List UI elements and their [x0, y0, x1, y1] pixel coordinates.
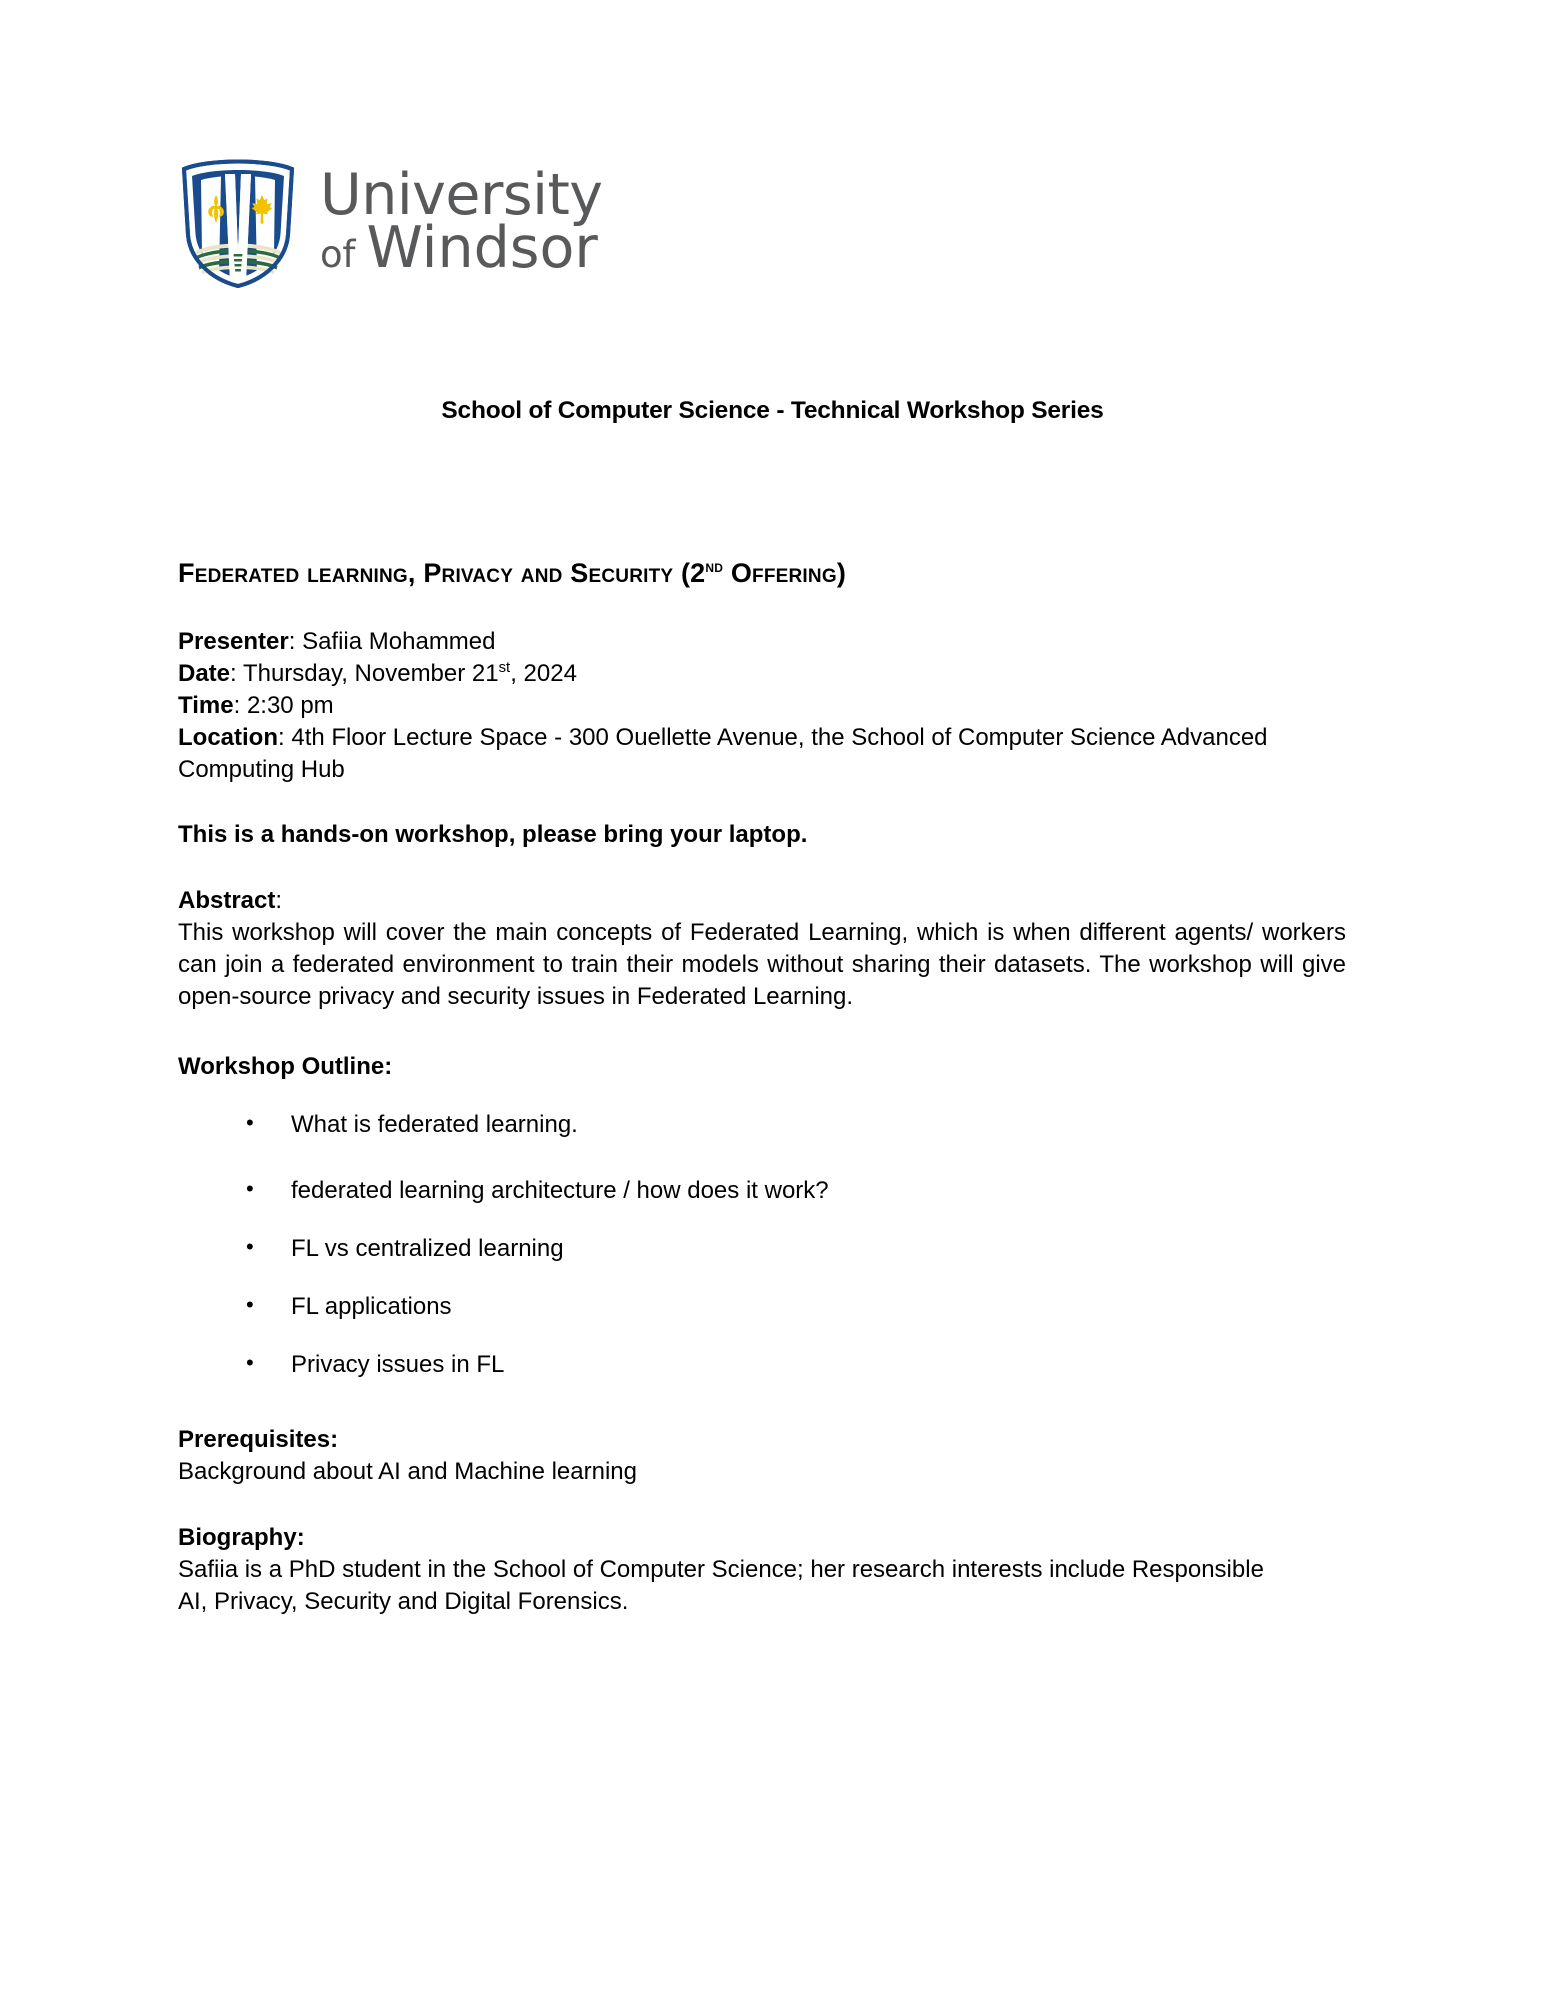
abstract-body: This workshop will cover the main concepts of Federated Learning, which is when different agents/ workers can join a federated environment to train their models without sharing their datasets. The workshop will give open-source privacy and security issues in Federated Learning. — [178, 919, 1346, 1011]
list-item-label: Privacy issues in FL — [291, 1350, 505, 1378]
page-title — [178, 556, 1358, 592]
detail-presenter — [178, 626, 1358, 658]
detail-location — [178, 722, 1358, 786]
workshop-series-header: School of Computer Science - Technical Workshop Series — [441, 397, 1104, 424]
abstract-heading-colon: : — [275, 887, 283, 915]
list-item — [178, 1109, 1358, 1141]
presenter-label: Presenter — [178, 627, 289, 655]
wordmark-line-windsor — [320, 214, 603, 281]
location-label: Location — [178, 723, 278, 751]
date-sep: : — [230, 659, 243, 687]
abstract-heading — [178, 885, 1358, 917]
university-logo — [178, 155, 603, 288]
list-item-label: FL applications — [291, 1292, 452, 1320]
list-item-label: What is federated learning. — [291, 1110, 578, 1138]
date-ordinal: st — [498, 659, 511, 676]
wordmark-windsor: Windsor — [366, 214, 598, 281]
event-details — [178, 626, 1358, 786]
list-item — [178, 1233, 1358, 1265]
workshop-outline-list — [178, 1109, 1358, 1381]
abstract-heading-text: Abstract — [178, 887, 276, 915]
prerequisites-body: Background about AI and Machine learning — [178, 1458, 637, 1486]
date-label: Date — [178, 659, 231, 687]
title-ordinal: nd — [705, 557, 724, 576]
outline-heading-text: Workshop Outline — [178, 1052, 385, 1080]
bullet-icon: • — [246, 1349, 254, 1375]
time-value: 2:30 pm — [246, 691, 334, 719]
biography-body: Safiia is a PhD student in the School of Computer Science; her research interests include Responsible AI, Privacy, Security and Digital Forensics. — [178, 1556, 1264, 1616]
prerequisites-heading-colon: : — [330, 1426, 339, 1454]
wordmark-line-university: University — [320, 161, 603, 228]
wordmark-of: of — [320, 232, 367, 276]
hands-on-notice: This is a hands-on workshop, please bring your laptop. — [178, 821, 808, 849]
biography-heading-text: Biography — [178, 1524, 297, 1552]
list-item-label: FL vs centralized learning — [291, 1234, 564, 1262]
time-sep: : — [233, 691, 247, 719]
bullet-icon: • — [246, 1175, 254, 1201]
presenter-value: Safiia Mohammed — [302, 627, 496, 655]
prerequisites-heading-text: Prerequisites — [178, 1426, 331, 1454]
detail-time — [178, 690, 1358, 722]
title-part-2: Offering) — [723, 558, 847, 588]
prerequisites-heading — [178, 1424, 1358, 1456]
list-item — [178, 1291, 1358, 1323]
presenter-sep: : — [288, 627, 303, 655]
detail-date — [178, 658, 1358, 690]
time-label: Time — [178, 691, 234, 719]
bullet-icon: • — [246, 1109, 254, 1135]
list-item-label: federated learning architecture / how does it work? — [291, 1176, 829, 1204]
bullet-icon: • — [246, 1233, 254, 1259]
date-value-post: , 2024 — [510, 659, 577, 687]
date-value-pre: Thursday, November 21 — [242, 659, 499, 687]
biography-heading — [178, 1522, 1358, 1554]
outline-heading-colon: : — [384, 1052, 393, 1080]
list-item — [178, 1349, 1358, 1381]
location-sep: : — [278, 723, 292, 751]
biography-heading-colon: : — [296, 1524, 305, 1552]
outline-heading — [178, 1051, 1358, 1083]
university-wordmark — [320, 161, 603, 281]
document-content — [178, 556, 1358, 1618]
location-value: 4th Floor Lecture Space - 300 Ouellette Avenue, the School of Computer Science Advanced Computing Hub — [178, 723, 1268, 783]
bullet-icon: • — [246, 1291, 254, 1317]
list-item — [178, 1175, 1358, 1207]
shield-icon — [178, 155, 298, 288]
title-part-1: Federated learning, Privacy and Security (2 — [178, 558, 706, 588]
